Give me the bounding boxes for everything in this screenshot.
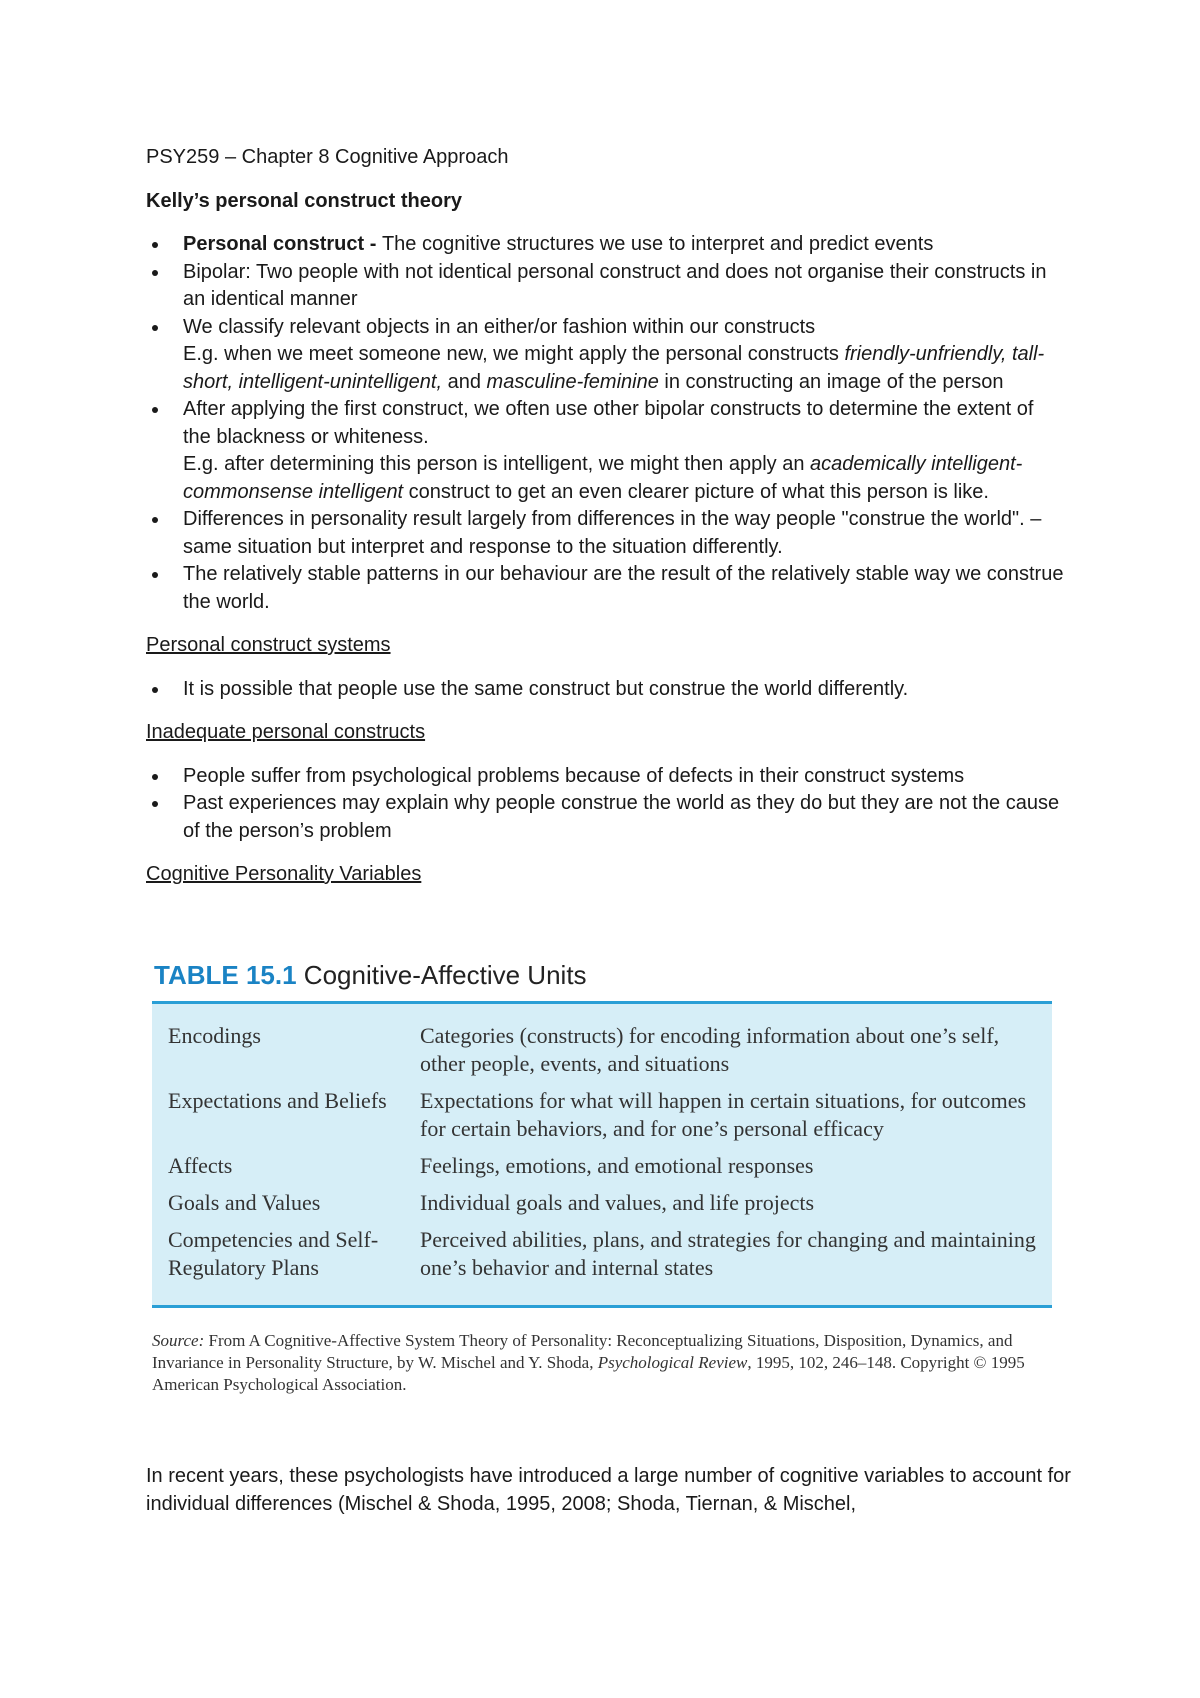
subheading-cognitive-variables: Cognitive Personality Variables bbox=[146, 863, 422, 885]
list-item bbox=[146, 314, 1066, 397]
table-row bbox=[166, 1022, 1038, 1087]
table-row bbox=[166, 1226, 1038, 1291]
list-item bbox=[146, 506, 1066, 561]
table-title: Cognitive-Affective Units bbox=[303, 960, 587, 990]
cognitive-affective-units-table bbox=[166, 1022, 1038, 1291]
table-cell-definition: Feelings, emotions, and emotional responses bbox=[420, 1153, 814, 1178]
list-item bbox=[146, 676, 1066, 704]
term-label: Personal construct - bbox=[183, 233, 382, 255]
list-item-text: People suffer from psychological problems because of defects in their construct systems bbox=[183, 764, 965, 787]
subheading-inadequate-constructs: Inadequate personal constructs bbox=[146, 721, 426, 743]
source-label: Source: bbox=[152, 1331, 205, 1350]
list-item bbox=[146, 231, 1066, 259]
table-cell-term: Encodings bbox=[168, 1023, 261, 1048]
example-text: and bbox=[442, 370, 487, 393]
section-heading: Kelly’s personal construct theory bbox=[146, 189, 463, 212]
table-cell-term: Affects bbox=[168, 1153, 233, 1178]
list-item-text: The cognitive structures we use to interpret and predict events bbox=[381, 233, 934, 255]
example-text: E.g. when we meet someone new, we might apply the personal constructs bbox=[183, 343, 845, 365]
table-cell-term: Goals and Values bbox=[168, 1190, 321, 1215]
example-italic: masculine-feminine bbox=[486, 370, 659, 393]
table-number: TABLE 15.1 bbox=[154, 960, 297, 990]
list-item-text: Bipolar: Two people with not identical personal construct and does not organise their constructs in an identical manner bbox=[183, 260, 1047, 310]
example-text: E.g. after determining this person is intelligent, we might then apply an bbox=[183, 453, 811, 475]
main-bullet-list bbox=[146, 231, 1066, 616]
source-text: , 1995, 102, 246–148. Copyright © 1995 American Psychological Association. bbox=[152, 1353, 1025, 1394]
source-journal: Psychological Review bbox=[597, 1353, 748, 1372]
document-body bbox=[146, 144, 1066, 905]
source-text: From A Cognitive-Affective System Theory of Personality: Reconceptualizing Situations, Disposition, Dynamics, and Invariance in Personality Structure, by W. Mischel and Y. Shoda, bbox=[152, 1331, 1013, 1372]
table-box bbox=[152, 1001, 1052, 1308]
table-cell-definition: Categories (constructs) for encoding information about one’s self, other people, events, and situations bbox=[420, 1023, 1000, 1076]
list-item-text: The relatively stable patterns in our behaviour are the result of the relatively stable way we construe the world. bbox=[183, 563, 1064, 613]
list-item bbox=[146, 763, 1066, 791]
table-row bbox=[166, 1087, 1038, 1152]
list-item-text: Differences in personality result largely from differences in the way people "construe the world". – same situation but interpret and response to the situation differently. bbox=[183, 508, 1042, 558]
example-italic: friendly-unfriendly, tall-short, intelligent-unintelligent, bbox=[183, 343, 1045, 393]
list-item-text: After applying the first construct, we often use other bipolar constructs to determine the extent of the blackness or whiteness. bbox=[183, 398, 1034, 448]
list-item bbox=[146, 790, 1066, 845]
table-row bbox=[166, 1189, 1038, 1226]
list-item bbox=[146, 259, 1066, 314]
table-figure bbox=[152, 960, 1052, 1396]
closing-paragraph: In recent years, these psychologists have introduced a large number of cognitive variables to account for individual differences (Mischel & Shoda, 1995, 2008; Shoda, Tiernan, & Mischel, bbox=[146, 1465, 1071, 1515]
list-item-text: It is possible that people use the same construct but construe the world differently. bbox=[183, 677, 909, 700]
table-cell-term: Expectations and Beliefs bbox=[168, 1088, 387, 1113]
table-cell-definition: Expectations for what will happen in certain situations, for outcomes for certain behaviors, and for one’s personal efficacy bbox=[420, 1088, 1027, 1141]
construct-systems-list bbox=[146, 676, 1066, 704]
table-cell-definition: Perceived abilities, plans, and strategies for changing and maintaining one’s behavior and internal states bbox=[420, 1227, 1036, 1280]
inadequate-constructs-list bbox=[146, 763, 1066, 846]
table-source-note bbox=[152, 1330, 1052, 1396]
list-item bbox=[146, 396, 1066, 506]
list-item bbox=[146, 561, 1066, 616]
list-item-text: We classify relevant objects in an either/or fashion within our constructs bbox=[183, 315, 816, 338]
table-cell-term: Competencies and Self-Regulatory Plans bbox=[168, 1227, 379, 1280]
example-text: construct to get an even clearer picture of what this person is like. bbox=[403, 480, 989, 503]
table-row bbox=[166, 1152, 1038, 1189]
list-item-text: Past experiences may explain why people construe the world as they do but they are not the cause of the person’s problem bbox=[183, 792, 1060, 842]
subheading-construct-systems: Personal construct systems bbox=[146, 634, 391, 656]
example-italic: academically intelligent-commonsense intelligent bbox=[183, 453, 1023, 503]
example-text: in constructing an image of the person bbox=[658, 370, 1004, 393]
table-cell-definition: Individual goals and values, and life projects bbox=[420, 1190, 815, 1215]
page-title: PSY259 – Chapter 8 Cognitive Approach bbox=[146, 146, 509, 168]
table-caption bbox=[154, 960, 1052, 991]
